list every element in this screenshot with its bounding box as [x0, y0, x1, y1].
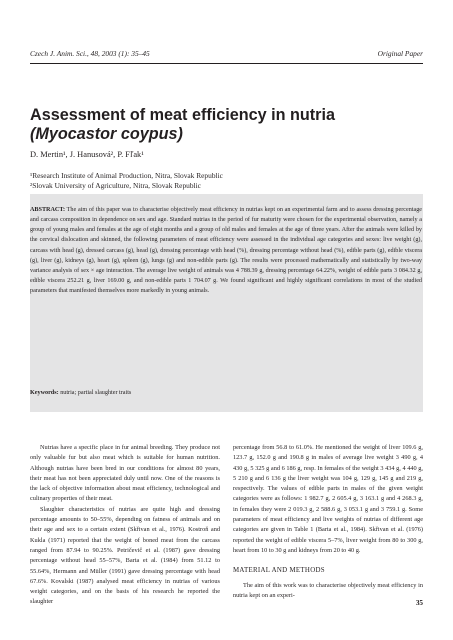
intro-paragraph-1: Nutrias have a specific place in fur animal breeding. They produce not only valuable fur but also meat which is suitable for human nutrition. Although nutrias have been bred in our conditions for almost 80 years, their meat has not been appreciated duly until now. One of the reasons is the lack of objective information about meat efficiency, technological and culinary properties of their meat.	[30, 444, 220, 503]
affiliations	[30, 171, 223, 191]
intro-paragraph-2: Slaughter characteristics of nutrias are quite high and dressing percentage amounts to 50–55%, depending on fatness of animals and on their age and sex to a certain extent (Skřivan et al., 1976). Kostroň and Kukla (1971) reported that the weight of boned meat from the carcass ranged from 87.94 to 90.25%. Petričevič et al. (1987) gave dressing percentage without head 55–57%, Barta et al. (1984) from 51.12 to 55.64%, Hermann and Müller (1991) gave dressing percentage with head 67.6%. Kovalski (1987) analysed meat efficiency in nutrias of various weight categories, and on the basis of his research he reported the slaughter	[30, 505, 220, 606]
section-heading-methods: MATERIAL AND METHODS	[233, 567, 325, 575]
journal-citation: Czech J. Anim. Sci., 48, 2003 (1): 35–45	[30, 49, 150, 58]
affiliation-2: ²Slovak University of Agriculture, Nitra, Slovak Republic	[30, 181, 201, 191]
abstract-label: ABSTRACT:	[30, 207, 66, 213]
title-line-2: (Myocastor coypus)	[30, 124, 183, 143]
page-number: 35	[415, 599, 423, 607]
article-title	[30, 106, 420, 143]
keywords	[30, 390, 131, 396]
keywords-text: nutria; partial slaughter traits	[60, 390, 132, 396]
right-column	[233, 443, 423, 601]
abstract-text: The aim of this paper was to characterise objectively meat efficiency in nutrias kept on an experimental farm and to assess dressing percentage and carcass composition in dependence on sex and age. Standard nutrias in the period of fur maturity were chosen for the experimental observation, namely a group of young males and females at the age of eight months and a group of old males and females at the age of three years. After the animals were killed by the cervical dislocation and skinned, the following parameters of meat efficiency were assessed in the individual age categories and sexes: live weight (g), carcass with head (g), dressed carcass (g), head (g), dressing percentage with head (%), dressing percentage without head (%), edible parts (g), edible viscera (g), liver (g), kidneys (g), heart (g), spleen (g), lungs (g) and non-edible parts (g). The results were processed mathematically and statistically by two-way variance analysis of sex × age interaction. The average live weight of animals was 4 788.39 g, dressing percentage 64.22%, weight of edible parts 3 084.32 g, edible viscera 252.21 g, liver 169.00 g, and non-edible parts 1 704.07 g. We found significant and highly significant correlations in most of the studied parameters that manifested themselves more markedly in young animals.	[30, 207, 422, 295]
article-type: Original Paper	[377, 49, 423, 58]
methods-paragraph: The aim of this work was to characterise objectively meat efficiency in nutria kept on an experi-	[233, 581, 423, 599]
authors: D. Mertin¹, J. Hanusová², P. Fľak¹	[30, 150, 144, 159]
keywords-label: Keywords:	[30, 390, 59, 396]
abstract	[30, 205, 422, 296]
intro-paragraph-continued: percentage from 56.8 to 61.0%. He mentioned the weight of liver 109.6 g, 123.7 g, 152.0 g and 190.8 g in males of average live weight 3 490 g, 4 430 g, 5 325 g and 6 186 g, resp. In females of the weight 3 434 g, 4 440 g, 5 210 g and 6 136 g the liver weight was 104 g, 129 g, 145 g and 219 g, respectively. The values of edible parts in males of the given weight categories were as follows: 1 982.7 g, 2 605.4 g, 3 163.1 g and 4 268.3 g, in females they were 2 019.3 g, 2 588.6 g, 3 053.1 g and 3 759.1 g. Some parameters of meat efficiency and live weights of nutrias of different age categories are given in Table 1 (Barta et al., 1984). Skřivan et al. (1976) reported the weight of edible viscera 5–7%, liver weight from 80 to 300 g, heart from 10 to 30 g and kidneys from 20 to 40 g.	[233, 444, 423, 554]
header-rule	[30, 63, 423, 64]
affiliation-1: ¹Research Institute of Animal Production, Nitra, Slovak Republic	[30, 171, 223, 180]
left-column	[30, 443, 220, 608]
title-line-1: Assessment of meat efficiency in nutria	[30, 106, 335, 124]
